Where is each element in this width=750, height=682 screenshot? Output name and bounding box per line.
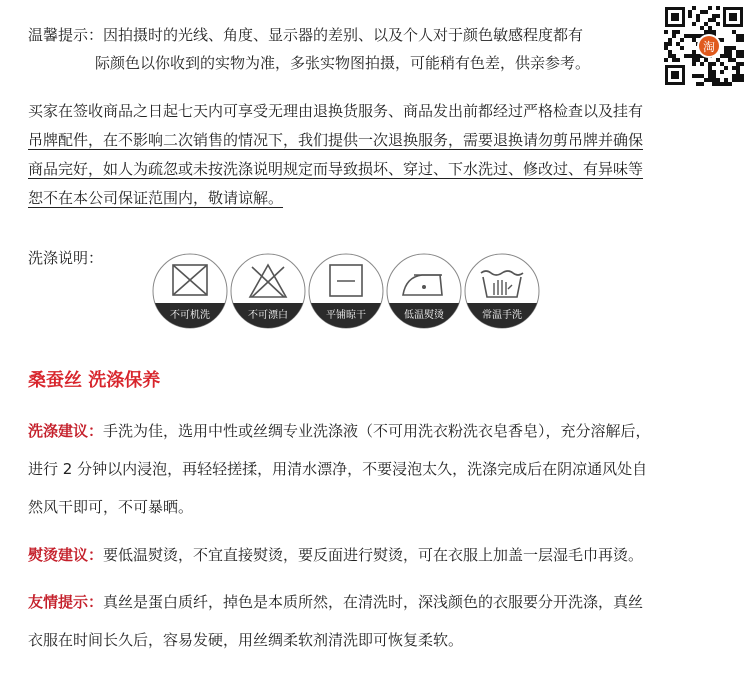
icon-caption: 低温熨烫 — [404, 310, 444, 321]
tips-text: 衣服在时间长久后，容易发硬，用丝绸柔软剂清洗即可恢复柔软。 — [28, 631, 464, 649]
wash-advice-text: 然风干即可，不可暴晒。 — [28, 498, 194, 516]
qr-code[interactable] — [664, 6, 744, 86]
iron-advice — [28, 536, 744, 574]
wash-advice — [28, 412, 744, 526]
section-title: 桑蚕丝 洗涤保养 — [28, 370, 161, 391]
no-bleach-icon — [230, 253, 306, 329]
icon-caption: 不可漂白 — [248, 310, 288, 321]
notice-line-1: 温馨提示：因拍摄时的光线、角度、显示器的差别、以及个人对于颜色敏感程度都有 — [28, 26, 584, 44]
notice-line-2: 际颜色以你收到的实物为准，多张实物图拍摄，可能稍有色差，供亲参考。 — [95, 54, 591, 72]
tips-label: 友情提示： — [28, 593, 104, 611]
qr-center-char: 淘 — [702, 40, 716, 54]
icon-caption: 常温手洗 — [482, 310, 522, 321]
wash-advice-text: 手洗为佳，选用中性或丝绸专业洗涤液（不可用洗衣粉洗衣皂香皂），充分溶解后， — [103, 422, 651, 440]
hand-wash-icon — [464, 253, 540, 329]
wash-advice-text: 进行 2 分钟以内浸泡，再轻轻搓揉，用清水漂净，不要浸泡太久，洗涤完成后在阴凉通风处自 — [28, 460, 648, 478]
wash-instructions-label: 洗涤说明： — [28, 249, 104, 267]
tips-text: 真丝是蛋白质纤，掉色是本质所然，在清洗时，深浅颜色的衣服要分开洗涤，真丝 — [103, 593, 644, 611]
iron-low-icon — [386, 253, 462, 329]
icon-caption: 不可机洗 — [170, 310, 210, 321]
no-machine-wash-icon — [152, 253, 228, 329]
wash-advice-label: 洗涤建议： — [28, 422, 104, 440]
friendly-tips — [28, 583, 744, 659]
iron-advice-label: 熨烫建议： — [28, 546, 104, 564]
policy-line: 买家在签收商品之日起七天内可享受无理由退换货服务、商品发出前都经过严格检查以及挂有 — [28, 102, 644, 120]
dry-flat-icon — [308, 253, 384, 329]
policy-line: 商品完好，如人为疏忽或未按洗涤说明规定而导致损坏、穿过、下水洗过、修改过、有异味等 — [28, 160, 644, 178]
icon-caption: 平铺晾干 — [326, 310, 366, 321]
policy-line: 吊牌配件，在不影响二次销售的情况下，我们提供一次退换服务，需要退换请勿剪吊牌并确保 — [28, 131, 644, 149]
iron-advice-text: 要低温熨烫，不宜直接熨烫，要反面进行熨烫，可在衣服上加盖一层湿毛巾再烫。 — [103, 546, 644, 564]
policy-line: 恕不在本公司保证范围内，敬请谅解。 — [28, 189, 284, 207]
return-policy — [28, 97, 728, 213]
